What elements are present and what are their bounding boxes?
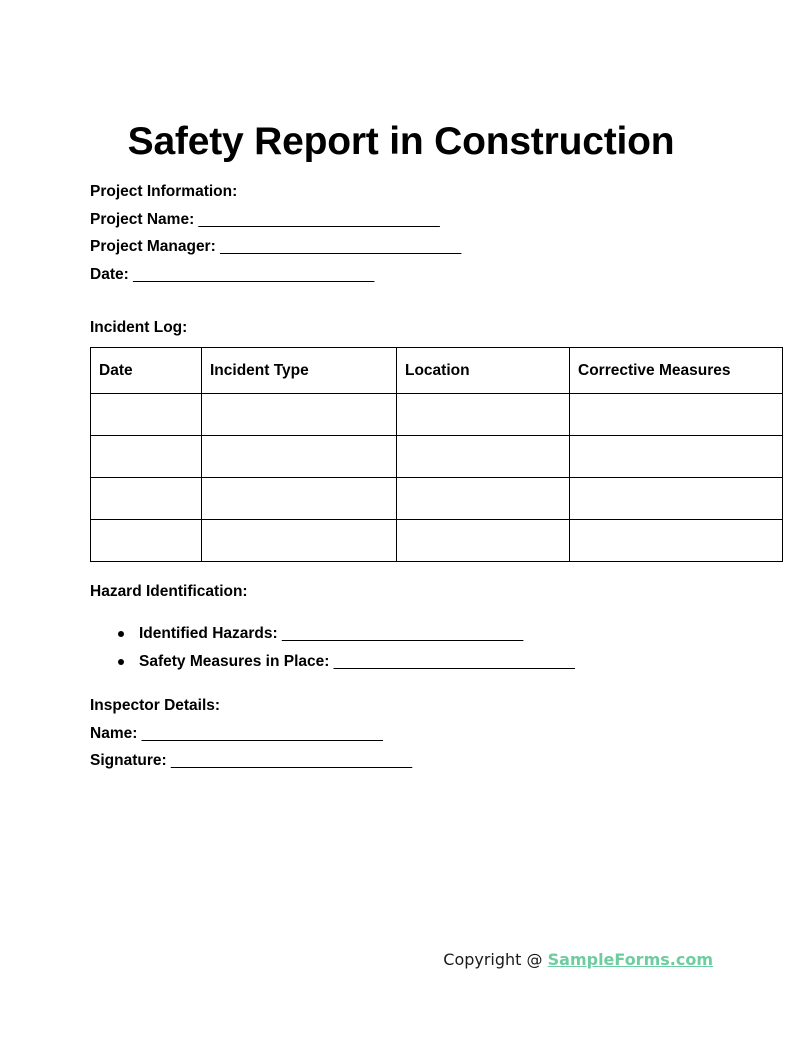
inspector-name-blank[interactable]: ______________________________ xyxy=(141,724,383,742)
cell-corrective-measures[interactable] xyxy=(570,520,783,562)
inspector-name-field xyxy=(90,720,750,748)
table-header-row xyxy=(91,348,783,394)
date-field xyxy=(90,261,730,289)
inspector-signature-label: Signature: xyxy=(90,752,167,769)
project-manager-label: Project Manager: xyxy=(90,238,216,255)
incident-log-table xyxy=(90,347,783,562)
cell-incident-type[interactable] xyxy=(202,394,397,436)
cell-corrective-measures[interactable] xyxy=(570,478,783,520)
date-label: Date: xyxy=(90,265,129,283)
inspector-details-heading: Inspector Details: xyxy=(90,697,221,714)
safety-measures-blank[interactable]: ______________________________ xyxy=(333,653,575,670)
table-row xyxy=(91,478,783,520)
column-header-date: Date xyxy=(91,348,202,394)
hazard-identification-heading: Hazard Identification: xyxy=(90,583,248,600)
list-item xyxy=(90,648,750,677)
section-spacer xyxy=(90,288,730,314)
table-row xyxy=(91,520,783,562)
sampleforms-link[interactable]: SampleForms.com xyxy=(547,950,713,969)
bullet-icon xyxy=(118,631,124,637)
table-row xyxy=(91,394,783,436)
hazard-identification-section xyxy=(90,578,750,677)
page-title: Safety Report in Construction xyxy=(127,120,675,164)
inspector-signature-field xyxy=(90,747,750,775)
project-name-blank[interactable]: ______________________________ xyxy=(198,210,440,228)
cell-date[interactable] xyxy=(91,436,202,478)
footer xyxy=(0,950,713,969)
cell-incident-type[interactable] xyxy=(202,436,397,478)
project-name-field xyxy=(90,206,730,234)
inspector-details-section xyxy=(90,692,750,775)
identified-hazards-label: Identified Hazards: xyxy=(139,624,278,642)
list-item xyxy=(90,620,750,649)
cell-corrective-measures[interactable] xyxy=(570,394,783,436)
project-manager-blank[interactable]: ______________________________ xyxy=(220,238,461,255)
identified-hazards-blank[interactable]: ______________________________ xyxy=(281,624,523,642)
date-blank[interactable]: ______________________________ xyxy=(133,265,374,283)
cell-location[interactable] xyxy=(397,394,570,436)
cell-location[interactable] xyxy=(397,478,570,520)
column-header-incident-type: Incident Type xyxy=(202,348,397,394)
project-information-section xyxy=(90,178,730,342)
project-name-label: Project Name: xyxy=(90,210,195,228)
cell-date[interactable] xyxy=(91,394,202,436)
table-row xyxy=(91,436,783,478)
cell-date[interactable] xyxy=(91,478,202,520)
cell-incident-type[interactable] xyxy=(202,520,397,562)
cell-corrective-measures[interactable] xyxy=(570,436,783,478)
cell-location[interactable] xyxy=(397,436,570,478)
inspector-signature-blank[interactable]: ______________________________ xyxy=(170,752,412,769)
column-header-location: Location xyxy=(397,348,570,394)
cell-incident-type[interactable] xyxy=(202,478,397,520)
cell-location[interactable] xyxy=(397,520,570,562)
safety-measures-label: Safety Measures in Place: xyxy=(139,653,330,670)
incident-log-heading: Incident Log: xyxy=(90,319,188,336)
project-information-heading: Project Information: xyxy=(90,183,238,200)
bullet-icon xyxy=(118,659,124,665)
cell-date[interactable] xyxy=(91,520,202,562)
inspector-name-label: Name: xyxy=(90,724,138,742)
incident-log-section xyxy=(90,347,731,562)
column-header-corrective-measures: Corrective Measures xyxy=(570,348,783,394)
project-manager-field xyxy=(90,233,730,261)
hazard-list xyxy=(90,620,750,677)
copyright-text: Copyright @ xyxy=(443,950,548,969)
